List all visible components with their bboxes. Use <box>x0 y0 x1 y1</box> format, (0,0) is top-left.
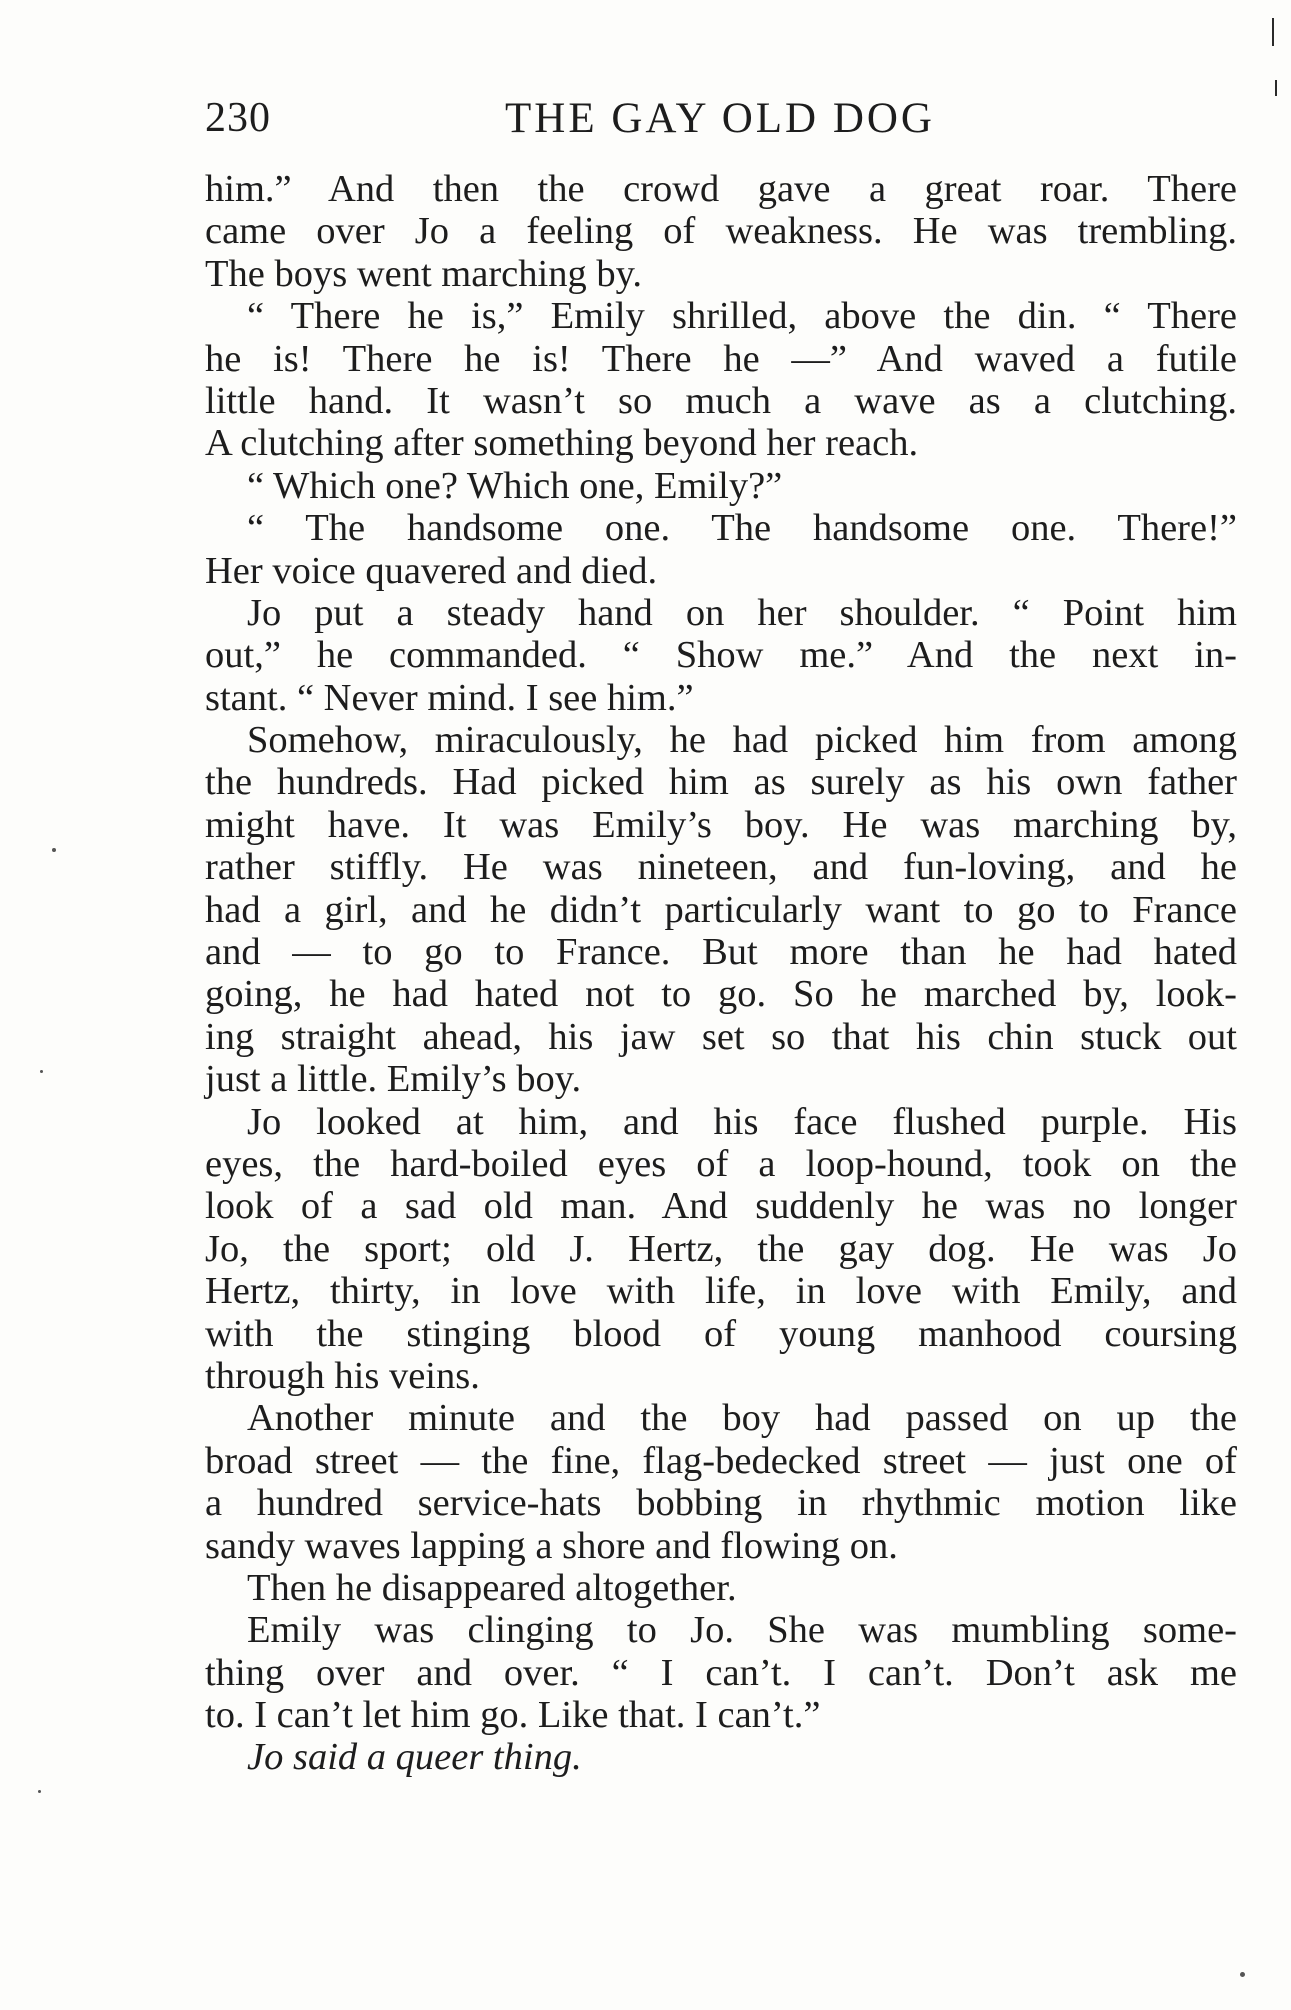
text-line: “ The handsome one. The handsome one. There!” <box>247 507 1237 550</box>
text-line: had a girl, and he didn’t particularly want to go to France <box>205 888 1237 931</box>
text-line: A clutching after something beyond her reach. <box>205 422 919 465</box>
text-line: Jo looked at him, and his face flushed purple. His <box>247 1100 1237 1143</box>
text-line: through his veins. <box>205 1354 480 1397</box>
text-line: Emily was clinging to Jo. She was mumbling some- <box>247 1609 1237 1652</box>
text-line: The boys went marching by. <box>205 252 642 295</box>
running-head <box>205 94 1235 154</box>
text-line: look of a sad old man. And suddenly he was no longer <box>205 1185 1237 1228</box>
text-line: ing straight ahead, his jaw set so that his chin stuck out <box>205 1015 1237 1058</box>
text-line: stant. “ Never mind. I see him.” <box>205 676 694 719</box>
book-title: THE GAY OLD DOG <box>505 95 935 142</box>
text-line: Hertz, thirty, in love with life, in love with Emily, and <box>205 1270 1237 1313</box>
text-line: Jo, the sport; old J. Hertz, the gay dog. He was Jo <box>205 1227 1237 1270</box>
text-line: sandy waves lapping a shore and flowing on. <box>205 1524 898 1567</box>
scan-edge-mark <box>1275 80 1277 96</box>
body-text <box>205 168 1237 1779</box>
text-line: Jo said a queer thing. <box>247 1736 582 1779</box>
text-line: broad street — the fine, flag-bedecked street — just one of <box>205 1439 1237 1482</box>
scan-edge-mark <box>1272 18 1274 46</box>
paper-speck <box>52 848 56 852</box>
text-line: thing over and over. “ I can’t. I can’t. Don’t ask me <box>205 1651 1237 1694</box>
text-line: a hundred service-hats bobbing in rhythmic motion like <box>205 1482 1237 1525</box>
text-line: rather stiffly. He was nineteen, and fun-loving, and he <box>205 846 1237 889</box>
text-line: Then he disappeared altogether. <box>247 1566 737 1609</box>
text-line: and — to go to France. But more than he had hated <box>205 931 1237 974</box>
page-number: 230 <box>205 95 271 141</box>
text-line: “ Which one? Which one, Emily?” <box>247 464 783 507</box>
text-line: Another minute and the boy had passed on up the <box>247 1397 1237 1440</box>
text-line: little hand. It wasn’t so much a wave as a clutching. <box>205 379 1237 422</box>
text-line: might have. It was Emily’s boy. He was marching by, <box>205 803 1237 846</box>
text-line: Jo put a steady hand on her shoulder. “ Point him <box>247 591 1237 634</box>
text-line: came over Jo a feeling of weakness. He was trembling. <box>205 210 1237 253</box>
text-line: eyes, the hard-boiled eyes of a loop-hound, took on the <box>205 1142 1237 1185</box>
paper-speck <box>40 1070 43 1073</box>
text-line: with the stinging blood of young manhood coursing <box>205 1312 1237 1355</box>
text-line: just a little. Emily’s boy. <box>205 1058 582 1101</box>
text-line: Somehow, miraculously, he had picked him from among <box>247 719 1237 762</box>
text-line: the hundreds. Had picked him as surely as his own father <box>205 761 1237 804</box>
text-line: to. I can’t let him go. Like that. I can’t.” <box>205 1694 821 1737</box>
text-line: him.” And then the crowd gave a great roar. There <box>205 168 1237 210</box>
text-line: he is! There he is! There he —” And waved a futile <box>205 337 1237 380</box>
paper-speck <box>1240 1972 1245 1977</box>
text-line: going, he had hated not to go. So he marched by, look- <box>205 973 1237 1016</box>
text-line: out,” he commanded. “ Show me.” And the next in- <box>205 634 1237 677</box>
paper-speck <box>38 1790 41 1793</box>
text-line: Her voice quavered and died. <box>205 549 658 592</box>
text-line: “ There he is,” Emily shrilled, above the din. “ There <box>247 295 1237 338</box>
